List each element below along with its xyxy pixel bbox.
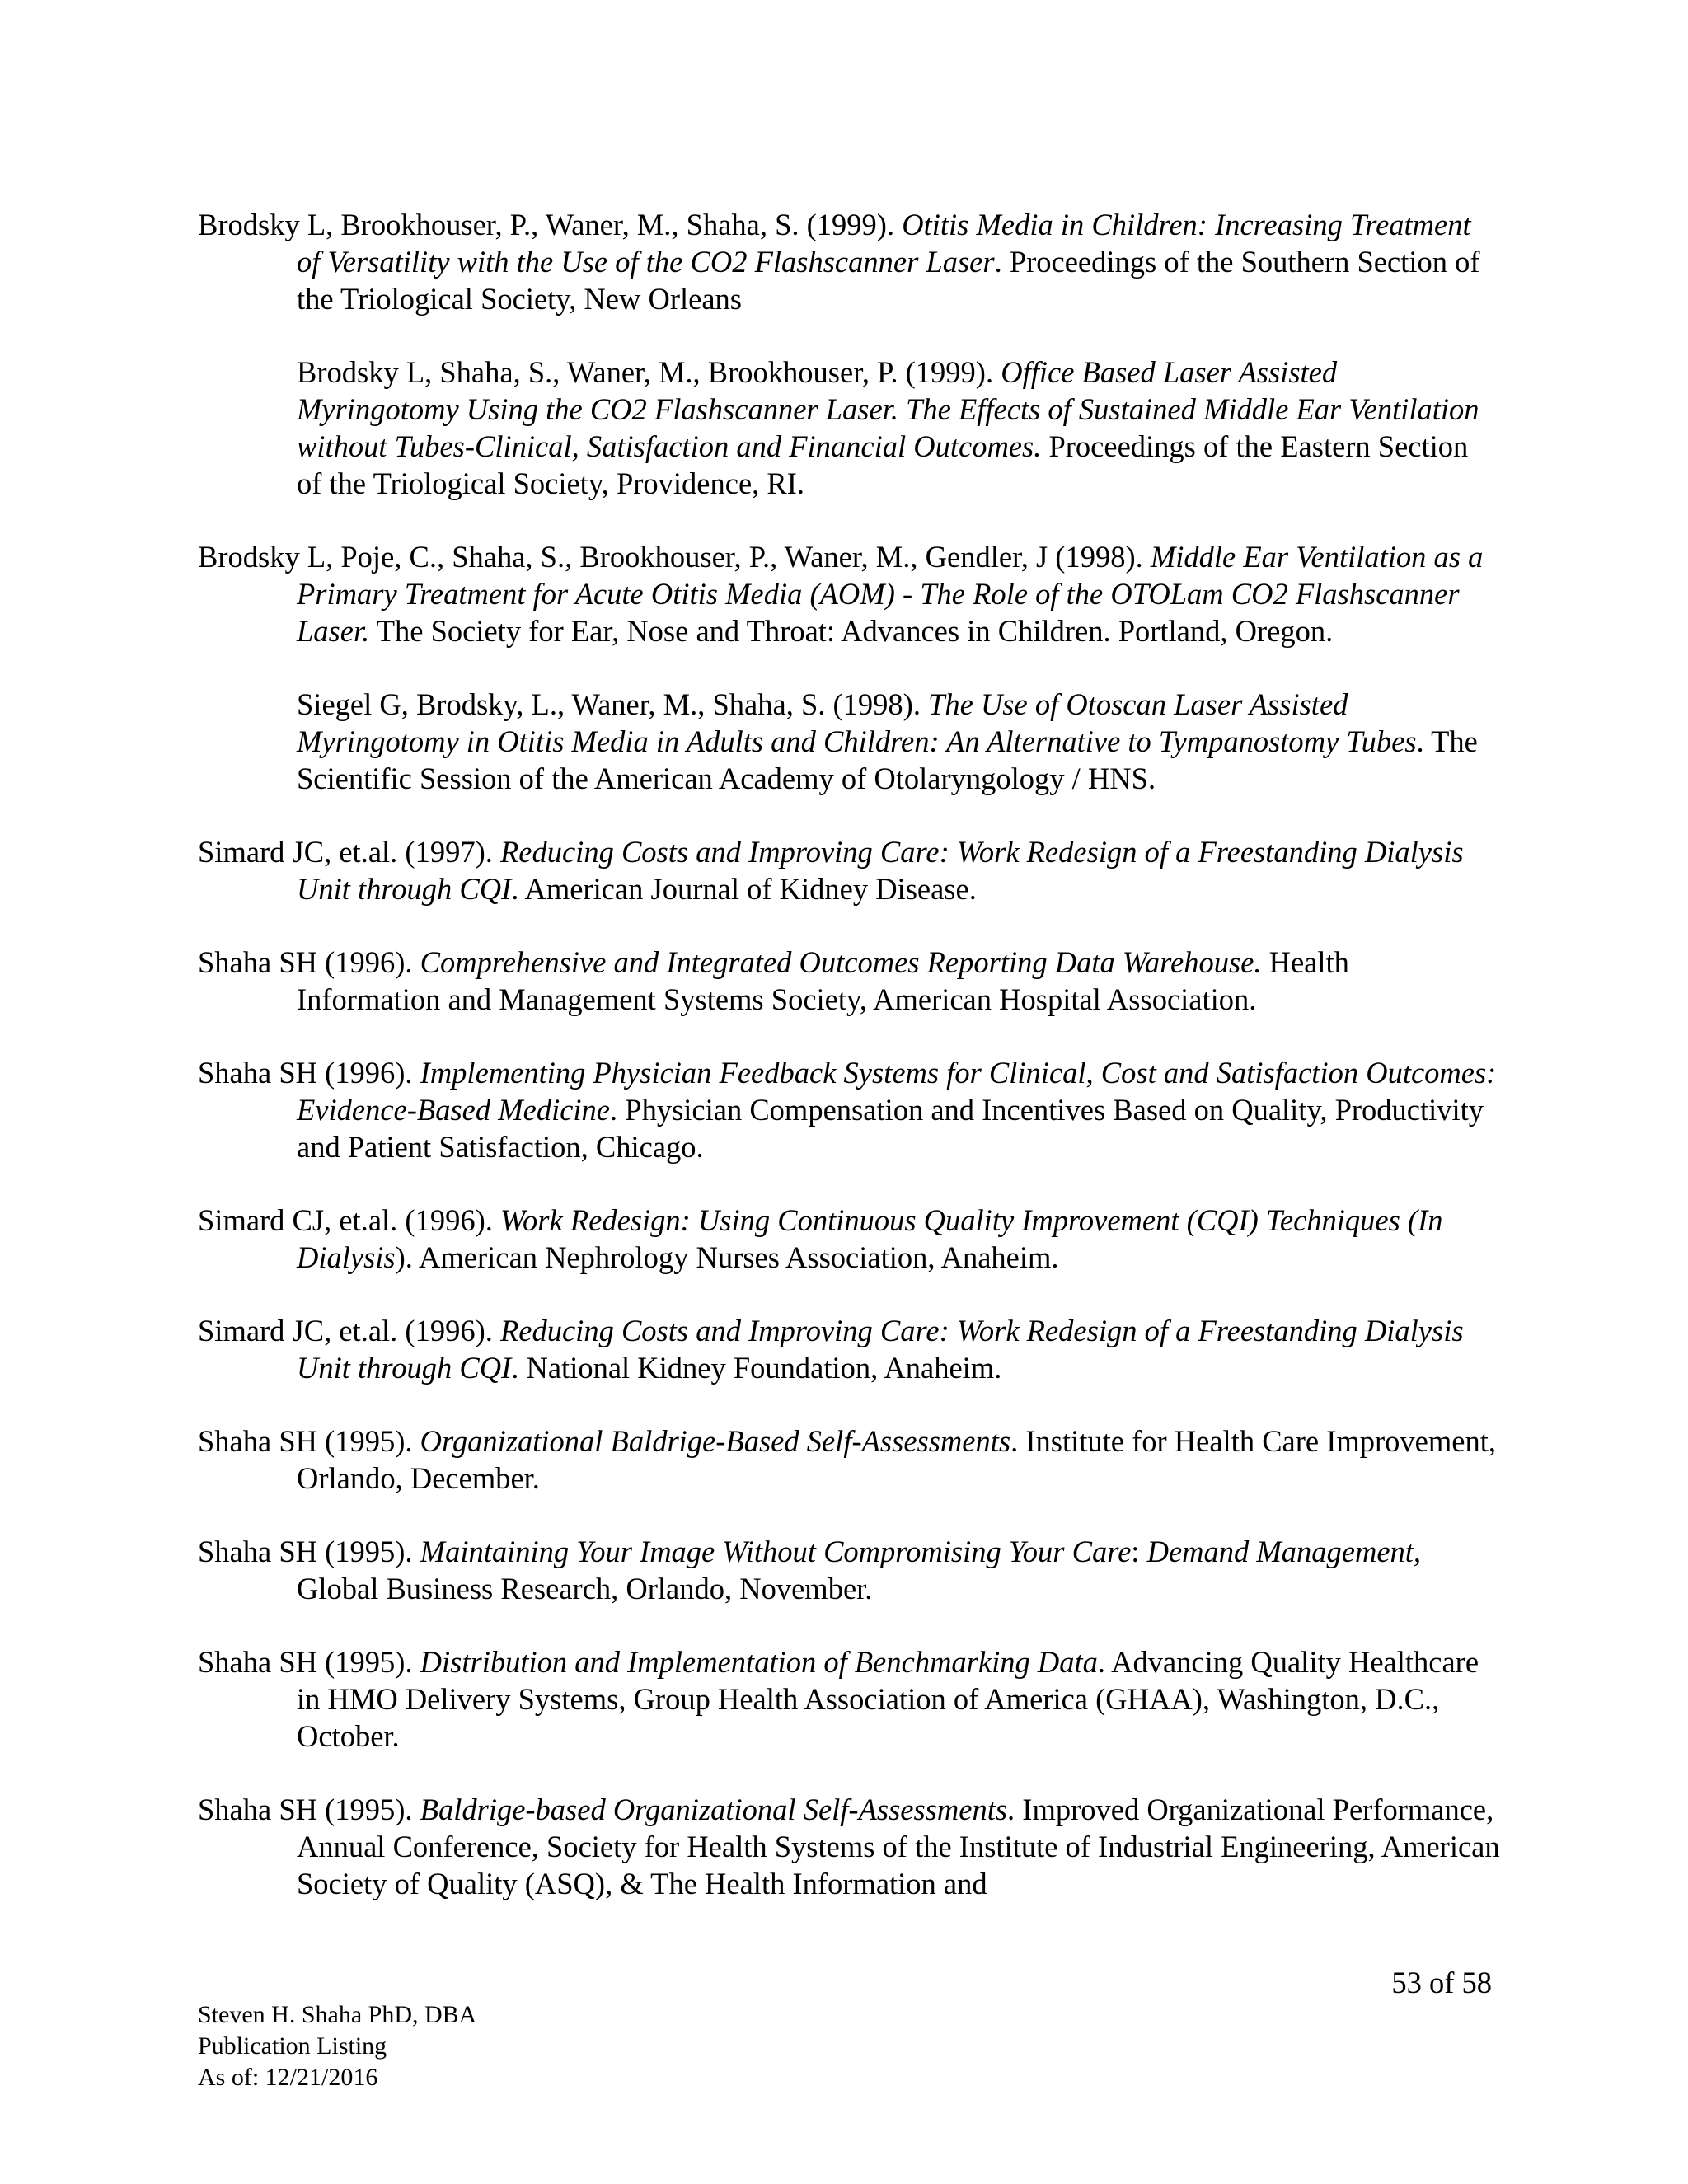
publication-entry [198,833,1500,907]
entry-title: Middle Ear Ventilation as a Primary Treatment for Acute Otitis Media (AOM) - The Role of the OTOLam CO2 Flashscanner Laser. [297,540,1484,648]
entry-title: Maintaining Your Image Without Compromising Your Care [420,1535,1132,1568]
entry-venue: The Society for Ear, Nose and Throat: Advances in Children. Portland, Oregon. [369,614,1334,648]
publication-entry [198,206,1500,317]
page-number: 53 of 58 [1391,1966,1492,1999]
entry-venue: . Physician Compensation and Incentives Based on Quality, Productivity and Patient Satisfaction, Chicago. [297,1093,1484,1164]
publication-list [198,206,1500,1938]
publication-entry [198,1643,1500,1755]
entry-title: Baldrige-based Organizational Self-Assessments [420,1793,1008,1826]
entry-authors: Shaha SH (1996). [198,1056,420,1090]
publication-entry [198,686,1500,797]
entry-venue: . Advancing Quality Healthcare in HMO Delivery Systems, Group Health Association of America (GHAA), Washington, D.C., October. [297,1645,1479,1753]
entry-authors: Shaha SH (1995). [198,1645,420,1679]
entry-authors: Brodsky L, Poje, C., Shaha, S., Brookhouser, P., Waner, M., Gendler, J (1998). [198,540,1151,574]
entry-title: Otitis Media in Children: Increasing Treatment of Versatility with the Use of the CO2 Flashscanner Laser [297,208,1471,279]
publication-entry [198,1791,1500,1902]
entry-authors: Shaha SH (1995). [198,1424,420,1458]
publication-entry [198,944,1500,1018]
entry-venue: ). American Nephrology Nurses Association, Anaheim. [395,1240,1059,1274]
entry-authors: Shaha SH (1995). [198,1535,420,1568]
publication-entry [198,1202,1500,1276]
entry-title: Reducing Costs and Improving Care: Work Redesign of a Freestanding Dialysis Unit through CQI [297,1314,1464,1385]
entry-title: Work Redesign: Using Continuous Quality Improvement (CQI) Techniques (In Dialysis [297,1203,1443,1274]
entry-venue: . Institute for Health Care Improvement, Orlando, December. [297,1424,1496,1495]
entry-title: Office Based Laser Assisted Myringotomy Using the CO2 Flashscanner Laser. The Effects of Sustained Middle Ear Ventilation without Tubes-Clinical, Satisfaction and Financial Outcomes. [297,355,1479,463]
entry-title: Implementing Physician Feedback Systems for Clinical, Cost and Satisfaction Outcomes: Evidence-Based Medicine [297,1056,1497,1127]
entry-venue: Health Information and Management Systems Society, American Hospital Association. [297,945,1349,1016]
page-footer [198,1999,476,2093]
entry-authors: Brodsky L, Brookhouser, P., Waner, M., Shaha, S. (1999). [198,208,903,241]
entry-venue: Global Business Research, Orlando, November. [297,1572,873,1605]
entry-title: The Use of Otoscan Laser Assisted Myringotomy in Otitis Media in Adults and Children: An Alternative to Tympanostomy Tubes [297,687,1417,758]
publication-entry [198,1054,1500,1165]
publication-entry [198,354,1500,502]
entry-title: Reducing Costs and Improving Care: Work Redesign of a Freestanding Dialysis Unit through CQI [297,835,1464,906]
entry-authors: Simard JC, et.al. (1996). [198,1314,500,1347]
entry-authors: Brodsky L, Shaha, S., Waner, M., Brookhouser, P. (1999). [297,355,1001,389]
entry-venue: . Improved Organizational Performance, Annual Conference, Society for Health Systems of the Institute of Industrial Engineering, American Society of Quality (ASQ), & The Health Information and [297,1793,1500,1900]
entry-subtitle: Demand Management, [1146,1535,1422,1568]
entry-authors: Simard JC, et.al. (1997). [198,835,500,869]
entry-venue: Proceedings of the Eastern Section of the Triological Society, Providence, RI. [297,429,1469,500]
entry-authors: Simard CJ, et.al. (1996). [198,1203,500,1237]
entry-venue: . The Scientific Session of the American Academy of Otolaryngology / HNS. [297,724,1478,795]
publication-entry [198,538,1500,649]
entry-venue: . American Journal of Kidney Disease. [511,872,977,906]
entry-venue: . Proceedings of the Southern Section of the Triological Society, New Orleans [297,245,1480,316]
publication-entry [198,1312,1500,1386]
entry-title: Comprehensive and Integrated Outcomes Reporting Data Warehouse. [420,945,1262,979]
entry-title: Distribution and Implementation of Benchmarking Data [420,1645,1098,1679]
footer-document-title: Publication Listing [198,2032,387,2060]
entry-authors: Siegel G, Brodsky, L., Waner, M., Shaha, S. (1998). [297,687,929,721]
publication-entry [198,1533,1500,1607]
entry-venue: . National Kidney Foundation, Anaheim. [511,1351,1002,1385]
publication-entry [198,1422,1500,1497]
entry-authors: Shaha SH (1995). [198,1793,420,1826]
entry-separator: : [1131,1535,1147,1568]
footer-as-of-date: As of: 12/21/2016 [198,2064,378,2091]
entry-title: Organizational Baldrige-Based Self-Assessments [420,1424,1011,1458]
footer-author-name: Steven H. Shaha PhD, DBA [198,2001,477,2028]
entry-authors: Shaha SH (1996). [198,945,420,979]
